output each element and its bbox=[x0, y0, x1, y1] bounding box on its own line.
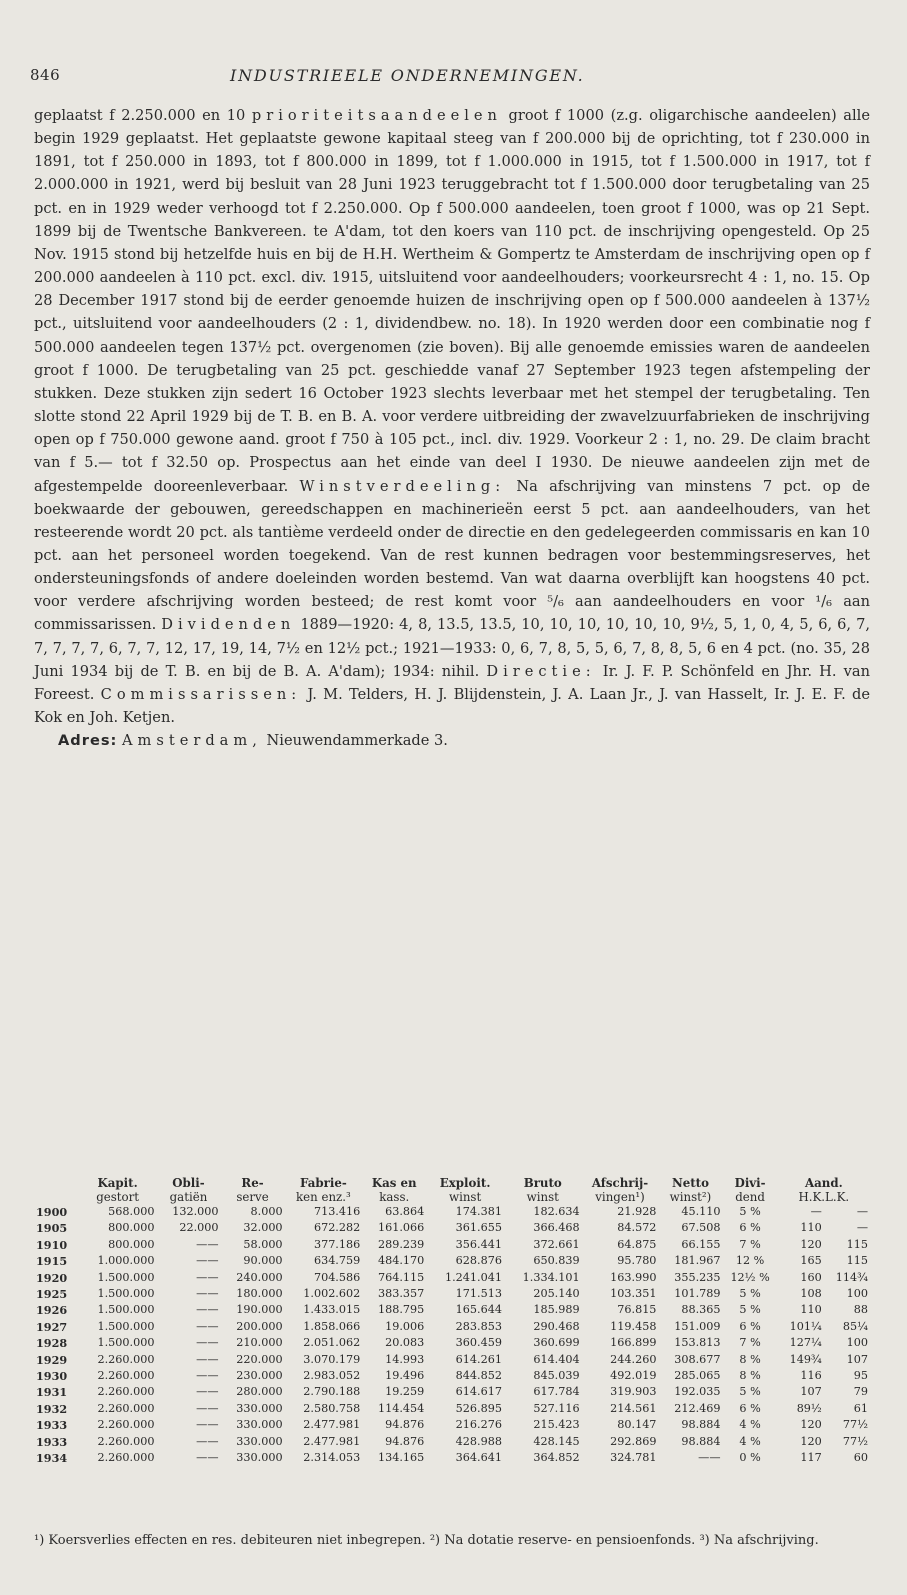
table-cell: 240.000 bbox=[236, 1270, 283, 1284]
winstverdeeling-heading: Winstverdeeling: bbox=[299, 477, 506, 495]
table-cell: 285.065 bbox=[674, 1369, 721, 1383]
commissarissen-heading: Commissarissen: bbox=[100, 685, 302, 703]
table-cell: 356.441 bbox=[455, 1237, 502, 1251]
table-cell: 319.903 bbox=[610, 1385, 657, 1399]
text-segment: J. M. Telders, H. J. Blijdenstein, J. A. Laan Jr., J. van Hasselt, Ir. J. E. F. de Kok en Joh. Ketjen. bbox=[34, 685, 871, 727]
table-cell: 280.000 bbox=[236, 1385, 283, 1399]
column-header: Kapit. bbox=[97, 1176, 138, 1190]
table-cell: 19.496 bbox=[385, 1369, 425, 1383]
table-cell: 108 bbox=[800, 1287, 822, 1301]
table-cell: 200.000 bbox=[236, 1319, 283, 1333]
table-row bbox=[34, 1237, 870, 1253]
table-cell: 153.813 bbox=[674, 1336, 721, 1350]
table-cell: 67.508 bbox=[681, 1221, 721, 1235]
column-subheader: serve bbox=[236, 1190, 269, 1204]
table-cell: 324.781 bbox=[610, 1451, 657, 1465]
table-cell: 185.989 bbox=[533, 1303, 580, 1317]
column-subheader: kass. bbox=[379, 1190, 410, 1204]
table-cell: 103.351 bbox=[610, 1287, 657, 1301]
table-cell: 614.617 bbox=[455, 1385, 502, 1399]
running-title: INDUSTRIEELE ONDERNEMINGEN. bbox=[230, 66, 585, 85]
table-cell: 66.155 bbox=[681, 1237, 721, 1251]
table-cell: 107 bbox=[800, 1385, 822, 1399]
table-cell: 2.260.000 bbox=[97, 1352, 155, 1366]
table-cell: 527.116 bbox=[533, 1401, 580, 1415]
table-cell: 283.853 bbox=[455, 1319, 502, 1333]
row-year: 1929 bbox=[36, 1352, 68, 1367]
table-cell: 330.000 bbox=[236, 1434, 283, 1448]
adres-label: Adres: bbox=[58, 732, 118, 750]
table-cell: 8 % bbox=[739, 1352, 761, 1366]
table-cell: 308.677 bbox=[674, 1352, 721, 1366]
table-cell: 4 % bbox=[739, 1418, 761, 1432]
table-row bbox=[34, 1434, 870, 1450]
table-cell: 21.928 bbox=[617, 1205, 657, 1218]
column-subheader: dend bbox=[735, 1190, 765, 1204]
column-subheader: winst bbox=[526, 1190, 559, 1204]
table-cell: 14.993 bbox=[385, 1352, 425, 1366]
table-header-row bbox=[34, 1176, 870, 1190]
table-row bbox=[34, 1204, 870, 1220]
table-cell: 20.083 bbox=[385, 1336, 425, 1350]
table-cell: 115 bbox=[846, 1254, 868, 1268]
row-year: 1933 bbox=[36, 1418, 68, 1433]
row-year: 1933 bbox=[36, 1434, 68, 1449]
table-row bbox=[34, 1352, 870, 1368]
directie-heading: Directie: bbox=[486, 662, 596, 680]
table-cell: 526.895 bbox=[455, 1401, 502, 1415]
table-cell: 114.454 bbox=[378, 1401, 425, 1415]
table-cell: 76.815 bbox=[617, 1303, 657, 1317]
adres-city: Amsterdam, bbox=[122, 732, 262, 750]
column-header: Fabrie- bbox=[300, 1176, 347, 1190]
adres-street: Nieuwendammerkade 3. bbox=[261, 732, 448, 750]
financial-table-grid bbox=[34, 1176, 870, 1467]
table-cell: 171.513 bbox=[455, 1287, 502, 1301]
table-row bbox=[34, 1401, 870, 1417]
row-year: 1900 bbox=[36, 1205, 68, 1219]
table-cell: 1.433.015 bbox=[303, 1303, 361, 1317]
table-cell: 84.572 bbox=[617, 1221, 657, 1235]
table-cell: 5 % bbox=[739, 1287, 761, 1301]
table-cell: 8 % bbox=[739, 1369, 761, 1383]
table-cell: 132.000 bbox=[172, 1205, 219, 1218]
table-cell: 2.983.052 bbox=[303, 1369, 361, 1383]
table-cell: —— bbox=[196, 1254, 219, 1268]
column-header: Divi- bbox=[734, 1176, 766, 1190]
table-cell: 1.500.000 bbox=[97, 1287, 155, 1301]
table-cell: 0 % bbox=[739, 1451, 761, 1465]
column-subheader: vingen¹) bbox=[595, 1190, 645, 1204]
table-cell: 120 bbox=[800, 1418, 822, 1432]
table-cell: 383.357 bbox=[378, 1287, 425, 1301]
table-cell: — bbox=[856, 1221, 868, 1235]
table-cell: 181.967 bbox=[674, 1254, 721, 1268]
table-cell: 2.790.188 bbox=[303, 1385, 361, 1399]
table-cell: 88.365 bbox=[681, 1303, 721, 1317]
table-row bbox=[34, 1302, 870, 1318]
table-cell: 7 % bbox=[739, 1336, 761, 1350]
table-cell: 1.241.041 bbox=[445, 1270, 502, 1284]
table-cell: 244.260 bbox=[610, 1352, 657, 1366]
table-cell: 216.276 bbox=[455, 1418, 502, 1432]
table-cell: 151.009 bbox=[674, 1319, 721, 1333]
table-cell: 2.260.000 bbox=[97, 1418, 155, 1432]
table-cell: 120 bbox=[800, 1237, 822, 1251]
table-cell: —— bbox=[196, 1352, 219, 1366]
table-cell: 63.864 bbox=[385, 1205, 425, 1218]
table-cell: 64.875 bbox=[617, 1237, 657, 1251]
table-cell: 165.644 bbox=[455, 1303, 502, 1317]
column-header: Obli- bbox=[172, 1176, 205, 1190]
table-cell: —— bbox=[196, 1237, 219, 1251]
table-cell: 90.000 bbox=[243, 1254, 283, 1268]
table-cell: 764.115 bbox=[378, 1270, 425, 1284]
table-cell: 2.260.000 bbox=[97, 1369, 155, 1383]
table-cell: — bbox=[810, 1205, 822, 1218]
table-cell: 2.051.062 bbox=[303, 1336, 361, 1350]
table-cell: 2.260.000 bbox=[97, 1434, 155, 1448]
table-cell: 100 bbox=[846, 1336, 868, 1350]
header-year-blank bbox=[34, 1176, 79, 1190]
table-cell: —— bbox=[196, 1451, 219, 1465]
column-subheader: winst²) bbox=[669, 1190, 712, 1204]
table-cell: 165 bbox=[800, 1254, 822, 1268]
table-cell: 182.634 bbox=[533, 1205, 580, 1218]
table-cell: 19.006 bbox=[385, 1319, 425, 1333]
prioriteit-term: prioriteitsaandeelen bbox=[251, 107, 502, 124]
table-cell: 115 bbox=[846, 1237, 868, 1251]
table-row bbox=[34, 1368, 870, 1384]
table-cell: 212.469 bbox=[674, 1401, 721, 1415]
table-row bbox=[34, 1384, 870, 1400]
table-cell: 672.282 bbox=[313, 1221, 361, 1235]
table-cell: 60 bbox=[853, 1451, 868, 1465]
row-year: 1925 bbox=[36, 1287, 68, 1302]
column-subheader: H.K.L.K. bbox=[798, 1190, 850, 1204]
table-cell: 100 bbox=[846, 1287, 868, 1301]
table-cell: 107 bbox=[846, 1352, 868, 1366]
table-cell: —— bbox=[196, 1418, 219, 1432]
table-cell: 77½ bbox=[842, 1418, 868, 1432]
table-cell: 845.039 bbox=[533, 1369, 580, 1383]
table-cell: 6 % bbox=[739, 1401, 761, 1415]
column-subheader: ken enz.³ bbox=[296, 1190, 351, 1204]
table-row bbox=[34, 1270, 870, 1286]
table-cell: 79 bbox=[853, 1385, 868, 1399]
page-number: 846 bbox=[30, 66, 61, 84]
table-cell: —— bbox=[196, 1336, 219, 1350]
body-text bbox=[34, 104, 870, 752]
table-cell: 614.261 bbox=[455, 1352, 502, 1366]
table-cell: 366.468 bbox=[533, 1221, 580, 1235]
table-cell: 80.147 bbox=[617, 1418, 657, 1432]
row-year: 1934 bbox=[36, 1451, 68, 1466]
table-cell: 110 bbox=[800, 1303, 822, 1317]
table-cell: 650.839 bbox=[533, 1254, 580, 1268]
table-cell: 290.468 bbox=[533, 1319, 580, 1333]
table-cell: 174.381 bbox=[455, 1205, 502, 1218]
table-row bbox=[34, 1335, 870, 1351]
table-cell: 617.784 bbox=[533, 1385, 580, 1399]
table-cell: 166.899 bbox=[610, 1336, 657, 1350]
table-cell: 89½ bbox=[796, 1401, 822, 1415]
table-cell: 844.852 bbox=[455, 1369, 502, 1383]
table-cell: 114¾ bbox=[835, 1270, 868, 1284]
table-cell: 5 % bbox=[739, 1303, 761, 1317]
text-segment: groot f 1000 (z.g. oligarchische aandeelen) alle begin 1929 geplaatst. Het geplaatste gewone kapitaal steeg van f 200.000 bij de oprichting, tot f 230.000 in 1891, tot f 250.000 in 1893, tot f 800.000 in 1899, tot f 1.000.000 in 1915, tot f 1.500.000 in 1917, tot f 2.000.000 in 1921, werd bij besluit van 28 Juni 1923 teruggebracht tot f 1.500.000 door terugbetaling van 25 pct. en in 1929 weder verhoogd tot f 2.250.000. Op f 500.000 aandeelen, toen groot f 1000, was op 21 Sept. 1899 bij de Twentsche Bankvereen. te A'dam, tot den koers van 110 pct. de inschrijving opengesteld. Op 25 Nov. 1915 stond bij hetzelfde huis en bij de H.H. Wertheim & Gompertz te Amsterdam de inschrijving open op f 200.000 aandeelen à 110 pct. excl. div. 1915, uitsluitend voor aandeelhouders; voorkeursrecht 4 : 1, no. 15. Op 28 December 1917 stond bij de eerder genoemde huizen de inschrijving open op f 500.000 aandeelen à 137½ pct., uitsluitend voor aandeelhouders (2 : 1, dividendbew. no. 18). In 1920 werden door een combinatie nog f 500.000 aandeelen tegen 137½ pct. overgenomen (zie boven). Bij alle genoemde emissies waren de aandeelen groot f 1000. De terugbetaling van 25 pct. geschiedde vanaf 27 September 1923 tegen afstempeling der stukken. Deze stukken zijn sedert 16 October 1923 slechts leverbaar met het stempel der terugbetaling. Ten slotte stond 22 April 1929 bij de T. B. en B. A. voor verdere uitbreiding der zwavelzuurfabrieken de inschrijving open op f 750.000 gewone aand. groot f 750 à 105 pct., incl. div. 1929. Voorkeur 2 : 1, no. 29. De claim bracht van f 5.— tot f 32.50 op. Prospectus aan het einde van deel I 1930. De nieuwe aandeelen zijn met de afgestempelde dooreenleverbaar. bbox=[34, 107, 870, 495]
financial-table bbox=[34, 1176, 870, 1467]
table-cell: 2.477.981 bbox=[303, 1434, 361, 1448]
row-year: 1910 bbox=[36, 1237, 68, 1252]
page-header bbox=[30, 66, 880, 88]
table-row bbox=[34, 1417, 870, 1433]
table-cell: 713.416 bbox=[313, 1205, 361, 1218]
table-cell: 180.000 bbox=[236, 1287, 283, 1301]
table-cell: 360.459 bbox=[455, 1336, 502, 1350]
table-cell: 119.458 bbox=[610, 1319, 657, 1333]
table-row bbox=[34, 1319, 870, 1335]
table-cell: 364.641 bbox=[455, 1451, 502, 1465]
table-cell: 2.580.758 bbox=[303, 1401, 361, 1415]
row-year: 1905 bbox=[36, 1221, 68, 1236]
row-year: 1932 bbox=[36, 1401, 68, 1416]
row-year: 1920 bbox=[36, 1270, 68, 1285]
column-subheader: gatiën bbox=[169, 1190, 208, 1204]
table-cell: 5 % bbox=[739, 1385, 761, 1399]
table-cell: 330.000 bbox=[236, 1401, 283, 1415]
column-header: Re- bbox=[241, 1176, 264, 1190]
main-paragraph bbox=[34, 104, 870, 729]
table-cell: 5 % bbox=[739, 1205, 761, 1218]
table-cell: 2.314.053 bbox=[303, 1451, 361, 1465]
row-year: 1930 bbox=[36, 1369, 68, 1384]
row-year: 1926 bbox=[36, 1303, 68, 1318]
table-cell: 230.000 bbox=[236, 1369, 283, 1383]
table-cell: 800.000 bbox=[108, 1237, 155, 1251]
table-cell: 6 % bbox=[739, 1319, 761, 1333]
table-cell: 1.002.602 bbox=[303, 1287, 361, 1301]
table-cell: 77½ bbox=[842, 1434, 868, 1448]
table-cell: 19.259 bbox=[385, 1385, 425, 1399]
table-cell: 101¼ bbox=[789, 1319, 822, 1333]
column-header: Netto bbox=[671, 1176, 709, 1190]
table-cell: —— bbox=[196, 1270, 219, 1284]
table-cell: 7 % bbox=[739, 1237, 761, 1251]
table-row bbox=[34, 1253, 870, 1269]
table-cell: 45.110 bbox=[681, 1205, 721, 1218]
table-cell: 32.000 bbox=[243, 1221, 283, 1235]
table-cell: 160 bbox=[800, 1270, 822, 1284]
table-cell: 127¼ bbox=[789, 1336, 822, 1350]
footnote-text: ¹) Koersverlies effecten en res. debiteuren niet inbegrepen. ²) Na dotatie reserve- en pensioenfonds. ³) Na afschrijving. bbox=[34, 1533, 819, 1548]
text-segment: Ir. J. F. P. Schönfeld en Jhr. H. van Foreest. bbox=[34, 662, 870, 703]
table-cell: 61 bbox=[853, 1401, 868, 1415]
table-row bbox=[34, 1220, 870, 1236]
table-cell: 292.869 bbox=[610, 1434, 657, 1448]
row-year: 1927 bbox=[36, 1319, 68, 1334]
table-cell: 360.699 bbox=[533, 1336, 580, 1350]
table-cell: 2.260.000 bbox=[97, 1451, 155, 1465]
table-cell: 98.884 bbox=[681, 1418, 721, 1432]
table-cell: 98.884 bbox=[681, 1434, 721, 1448]
table-cell: 428.988 bbox=[455, 1434, 502, 1448]
table-cell: 88 bbox=[853, 1303, 868, 1317]
table-cell: 1.500.000 bbox=[97, 1336, 155, 1350]
table-cell: — bbox=[856, 1205, 868, 1218]
table-cell: 116 bbox=[800, 1369, 822, 1383]
table-cell: 377.186 bbox=[313, 1237, 361, 1251]
table-cell: 289.239 bbox=[378, 1237, 425, 1251]
column-header: Exploit. bbox=[439, 1176, 491, 1190]
table-cell: 192.035 bbox=[674, 1385, 721, 1399]
table-cell: 205.140 bbox=[533, 1287, 580, 1301]
table-subheader-row bbox=[34, 1190, 870, 1204]
table-cell: —— bbox=[196, 1303, 219, 1317]
table-cell: 58.000 bbox=[243, 1237, 283, 1251]
column-header: Afschrij- bbox=[591, 1176, 649, 1190]
table-cell: 110 bbox=[800, 1221, 822, 1235]
table-cell: 161.066 bbox=[378, 1221, 425, 1235]
row-year: 1915 bbox=[36, 1254, 68, 1269]
table-cell: 4 % bbox=[739, 1434, 761, 1448]
table-cell: 484.170 bbox=[378, 1254, 425, 1268]
table-cell: 190.000 bbox=[236, 1303, 283, 1317]
table-cell: 149¾ bbox=[789, 1352, 822, 1366]
table-cell: 12 % bbox=[735, 1254, 765, 1268]
table-cell: 800.000 bbox=[108, 1221, 155, 1235]
table-cell: —— bbox=[196, 1287, 219, 1301]
dividenden-heading: Dividenden bbox=[161, 616, 296, 634]
table-cell: 220.000 bbox=[236, 1352, 283, 1366]
table-row bbox=[34, 1450, 870, 1466]
table-cell: 428.145 bbox=[533, 1434, 580, 1448]
table-cell: —— bbox=[196, 1369, 219, 1383]
text-segment: Na afschrijving van minstens 7 pct. op de boekwaarde der gebouwen, gereedschappen en machinerieën eerst 5 pct. aan aandeelhouders, van het resteerende wordt 20 pct. als tantième verdeeld onder de directie en den gedelegeerden commissaris en kan 10 pct. aan het personeel worden toegekend. Van de rest kunnen bedragen voor bestemmingsreserves, het ondersteuningsfonds of andere doeleinden worden bestemd. Van wat daarna overblijft kan hoogstens 40 pct. voor verdere afschrijving worden besteed; de rest komt voor ⁵/₆ aan aandeelhouders en voor ¹/₆ aan commissarissen. bbox=[34, 477, 870, 634]
table-cell: —— bbox=[196, 1434, 219, 1448]
adres-line bbox=[34, 729, 870, 752]
table-cell: 2.477.981 bbox=[303, 1418, 361, 1432]
row-year: 1931 bbox=[36, 1385, 68, 1400]
table-cell: 94.876 bbox=[385, 1418, 425, 1432]
table-cell: 1.858.066 bbox=[303, 1319, 361, 1333]
row-year: 1928 bbox=[36, 1336, 68, 1351]
column-header: Aand. bbox=[804, 1176, 843, 1190]
table-cell: 1.500.000 bbox=[97, 1319, 155, 1333]
table-cell: 1.500.000 bbox=[97, 1303, 155, 1317]
table-cell: 95.780 bbox=[617, 1254, 657, 1268]
table-cell: 134.165 bbox=[378, 1451, 425, 1465]
table-cell: 372.661 bbox=[533, 1237, 580, 1251]
column-subheader: winst bbox=[448, 1190, 482, 1204]
column-subheader: gestort bbox=[96, 1190, 140, 1204]
table-row bbox=[34, 1286, 870, 1302]
table-cell: 364.852 bbox=[533, 1451, 580, 1465]
table-cell: 94.876 bbox=[385, 1434, 425, 1448]
table-cell: 120 bbox=[800, 1434, 822, 1448]
table-cell: 188.795 bbox=[378, 1303, 425, 1317]
table-cell: 704.586 bbox=[313, 1270, 361, 1284]
table-cell: 210.000 bbox=[236, 1336, 283, 1350]
table-cell: 628.876 bbox=[455, 1254, 502, 1268]
table-cell: 85¼ bbox=[842, 1319, 868, 1333]
table-cell: 634.759 bbox=[313, 1254, 361, 1268]
table-cell: 330.000 bbox=[236, 1451, 283, 1465]
table-cell: 215.423 bbox=[533, 1418, 580, 1432]
table-cell: 568.000 bbox=[108, 1205, 155, 1218]
table-cell: 2.260.000 bbox=[97, 1401, 155, 1415]
table-cell: 163.990 bbox=[610, 1270, 657, 1284]
subheader-year-blank bbox=[34, 1190, 79, 1204]
table-cell: 2.260.000 bbox=[97, 1385, 155, 1399]
table-cell: 330.000 bbox=[236, 1418, 283, 1432]
table-cell: 355.235 bbox=[674, 1270, 721, 1284]
footnotes bbox=[34, 1532, 870, 1549]
table-cell: 117 bbox=[800, 1451, 822, 1465]
table-cell: 22.000 bbox=[179, 1221, 219, 1235]
table-cell: —— bbox=[196, 1385, 219, 1399]
table-cell: —— bbox=[698, 1451, 721, 1465]
table-cell: 492.019 bbox=[610, 1369, 657, 1383]
table-cell: 1.500.000 bbox=[97, 1270, 155, 1284]
table-cell: 361.655 bbox=[455, 1221, 502, 1235]
table-cell: 95 bbox=[853, 1369, 868, 1383]
table-cell: 3.070.179 bbox=[303, 1352, 361, 1366]
table-cell: —— bbox=[196, 1319, 219, 1333]
column-header: Bruto bbox=[523, 1176, 562, 1190]
text-segment: geplaatst f 2.250.000 en 10 bbox=[34, 107, 252, 124]
column-header: Kas en bbox=[371, 1176, 417, 1190]
table-cell: —— bbox=[196, 1401, 219, 1415]
table-cell: 6 % bbox=[739, 1221, 761, 1235]
text-segment: 1889—1920: 4, 8, 13.5, 13.5, 10, 10, 10, 10, 10, 10, 9½, 5, 1, 0, 4, 5, 6, 6, 7, 7, 7, 7, 7, 6, 7, 7, 12, 17, 19, 14, 7½ en 12½ pct.; 1921—1933: 0, 6, 7, 8, 5, 5, 6, 7, 8, 8, 5, 6 en 4 pct. (no. 35, 28 Juni 1934 bij de T. B. en bij de B. A. A'dam); 1934: nihil. bbox=[34, 616, 871, 680]
table-cell: 1.334.101 bbox=[522, 1270, 580, 1284]
table-cell: 101.789 bbox=[674, 1287, 721, 1301]
table-cell: 1.000.000 bbox=[97, 1254, 155, 1268]
table-cell: 12½ % bbox=[730, 1270, 770, 1284]
table-cell: 214.561 bbox=[610, 1401, 657, 1415]
table-cell: 8.000 bbox=[250, 1205, 283, 1218]
table-cell: 614.404 bbox=[533, 1352, 580, 1366]
